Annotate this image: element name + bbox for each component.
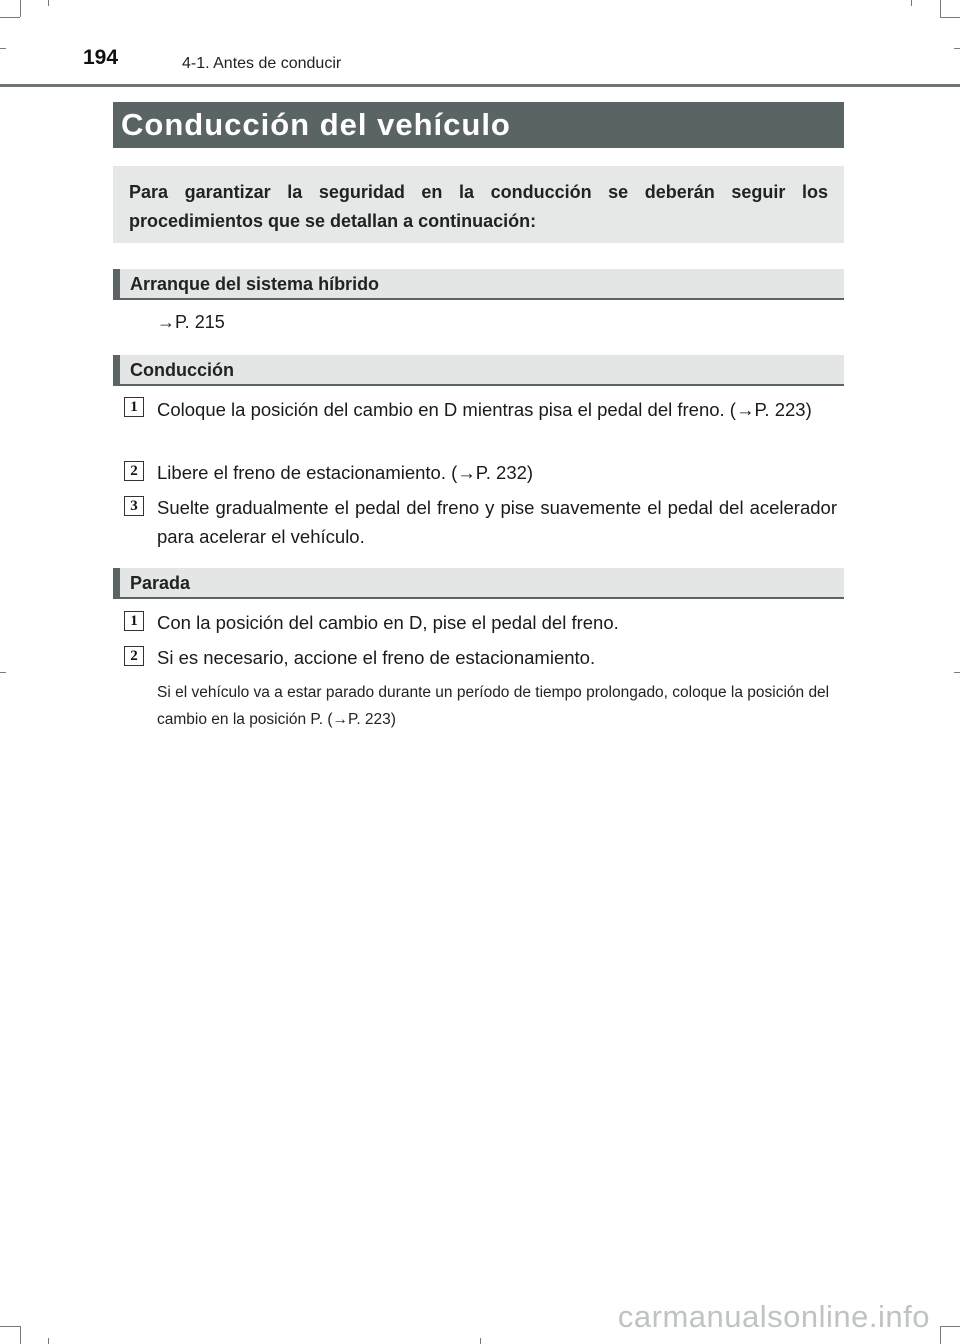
page-title: Conducción del vehículo <box>113 102 844 148</box>
page-reference: →P. 215 <box>157 312 225 332</box>
step-text: Libere el freno de estacionamiento. (→P. 232) <box>157 462 534 483</box>
section-heading-parada: Parada <box>113 568 844 599</box>
note-text: Si el vehículo va a estar parado durante un período de tiempo prolongado, coloque la posición del cambio en la posición P. (→P. 223) <box>157 684 830 728</box>
header-rule <box>0 84 960 87</box>
step-text: Si es necesario, accione el freno de estacionamiento. <box>157 647 596 668</box>
intro-box: Para garantizar la seguridad en la conducción se deberán seguir los procedimientos que se detallan a continuación: <box>113 166 844 243</box>
section-heading-conduccion: Conducción <box>113 355 844 386</box>
step-number: 1 <box>124 611 144 631</box>
step-number: 1 <box>124 397 144 417</box>
step-number: 2 <box>124 646 144 666</box>
page-number: 194 <box>83 46 119 69</box>
section-heading-arranque: Arranque del sistema híbrido <box>113 269 844 300</box>
watermark: carmanualsonline.info <box>617 1299 930 1334</box>
step-number: 2 <box>124 461 144 481</box>
running-head: 4-1. Antes de conducir <box>182 55 342 72</box>
step-text: Suelte gradualmente el pedal del freno y pise suavemente el pedal del acelerador para acelerar el vehículo. <box>157 497 837 547</box>
step-text: Con la posición del cambio en D, pise el pedal del freno. <box>157 612 619 633</box>
step-text: Coloque la posición del cambio en D mientras pisa el pedal del freno. (→P. 223) <box>157 399 812 420</box>
step-number: 3 <box>124 496 144 516</box>
